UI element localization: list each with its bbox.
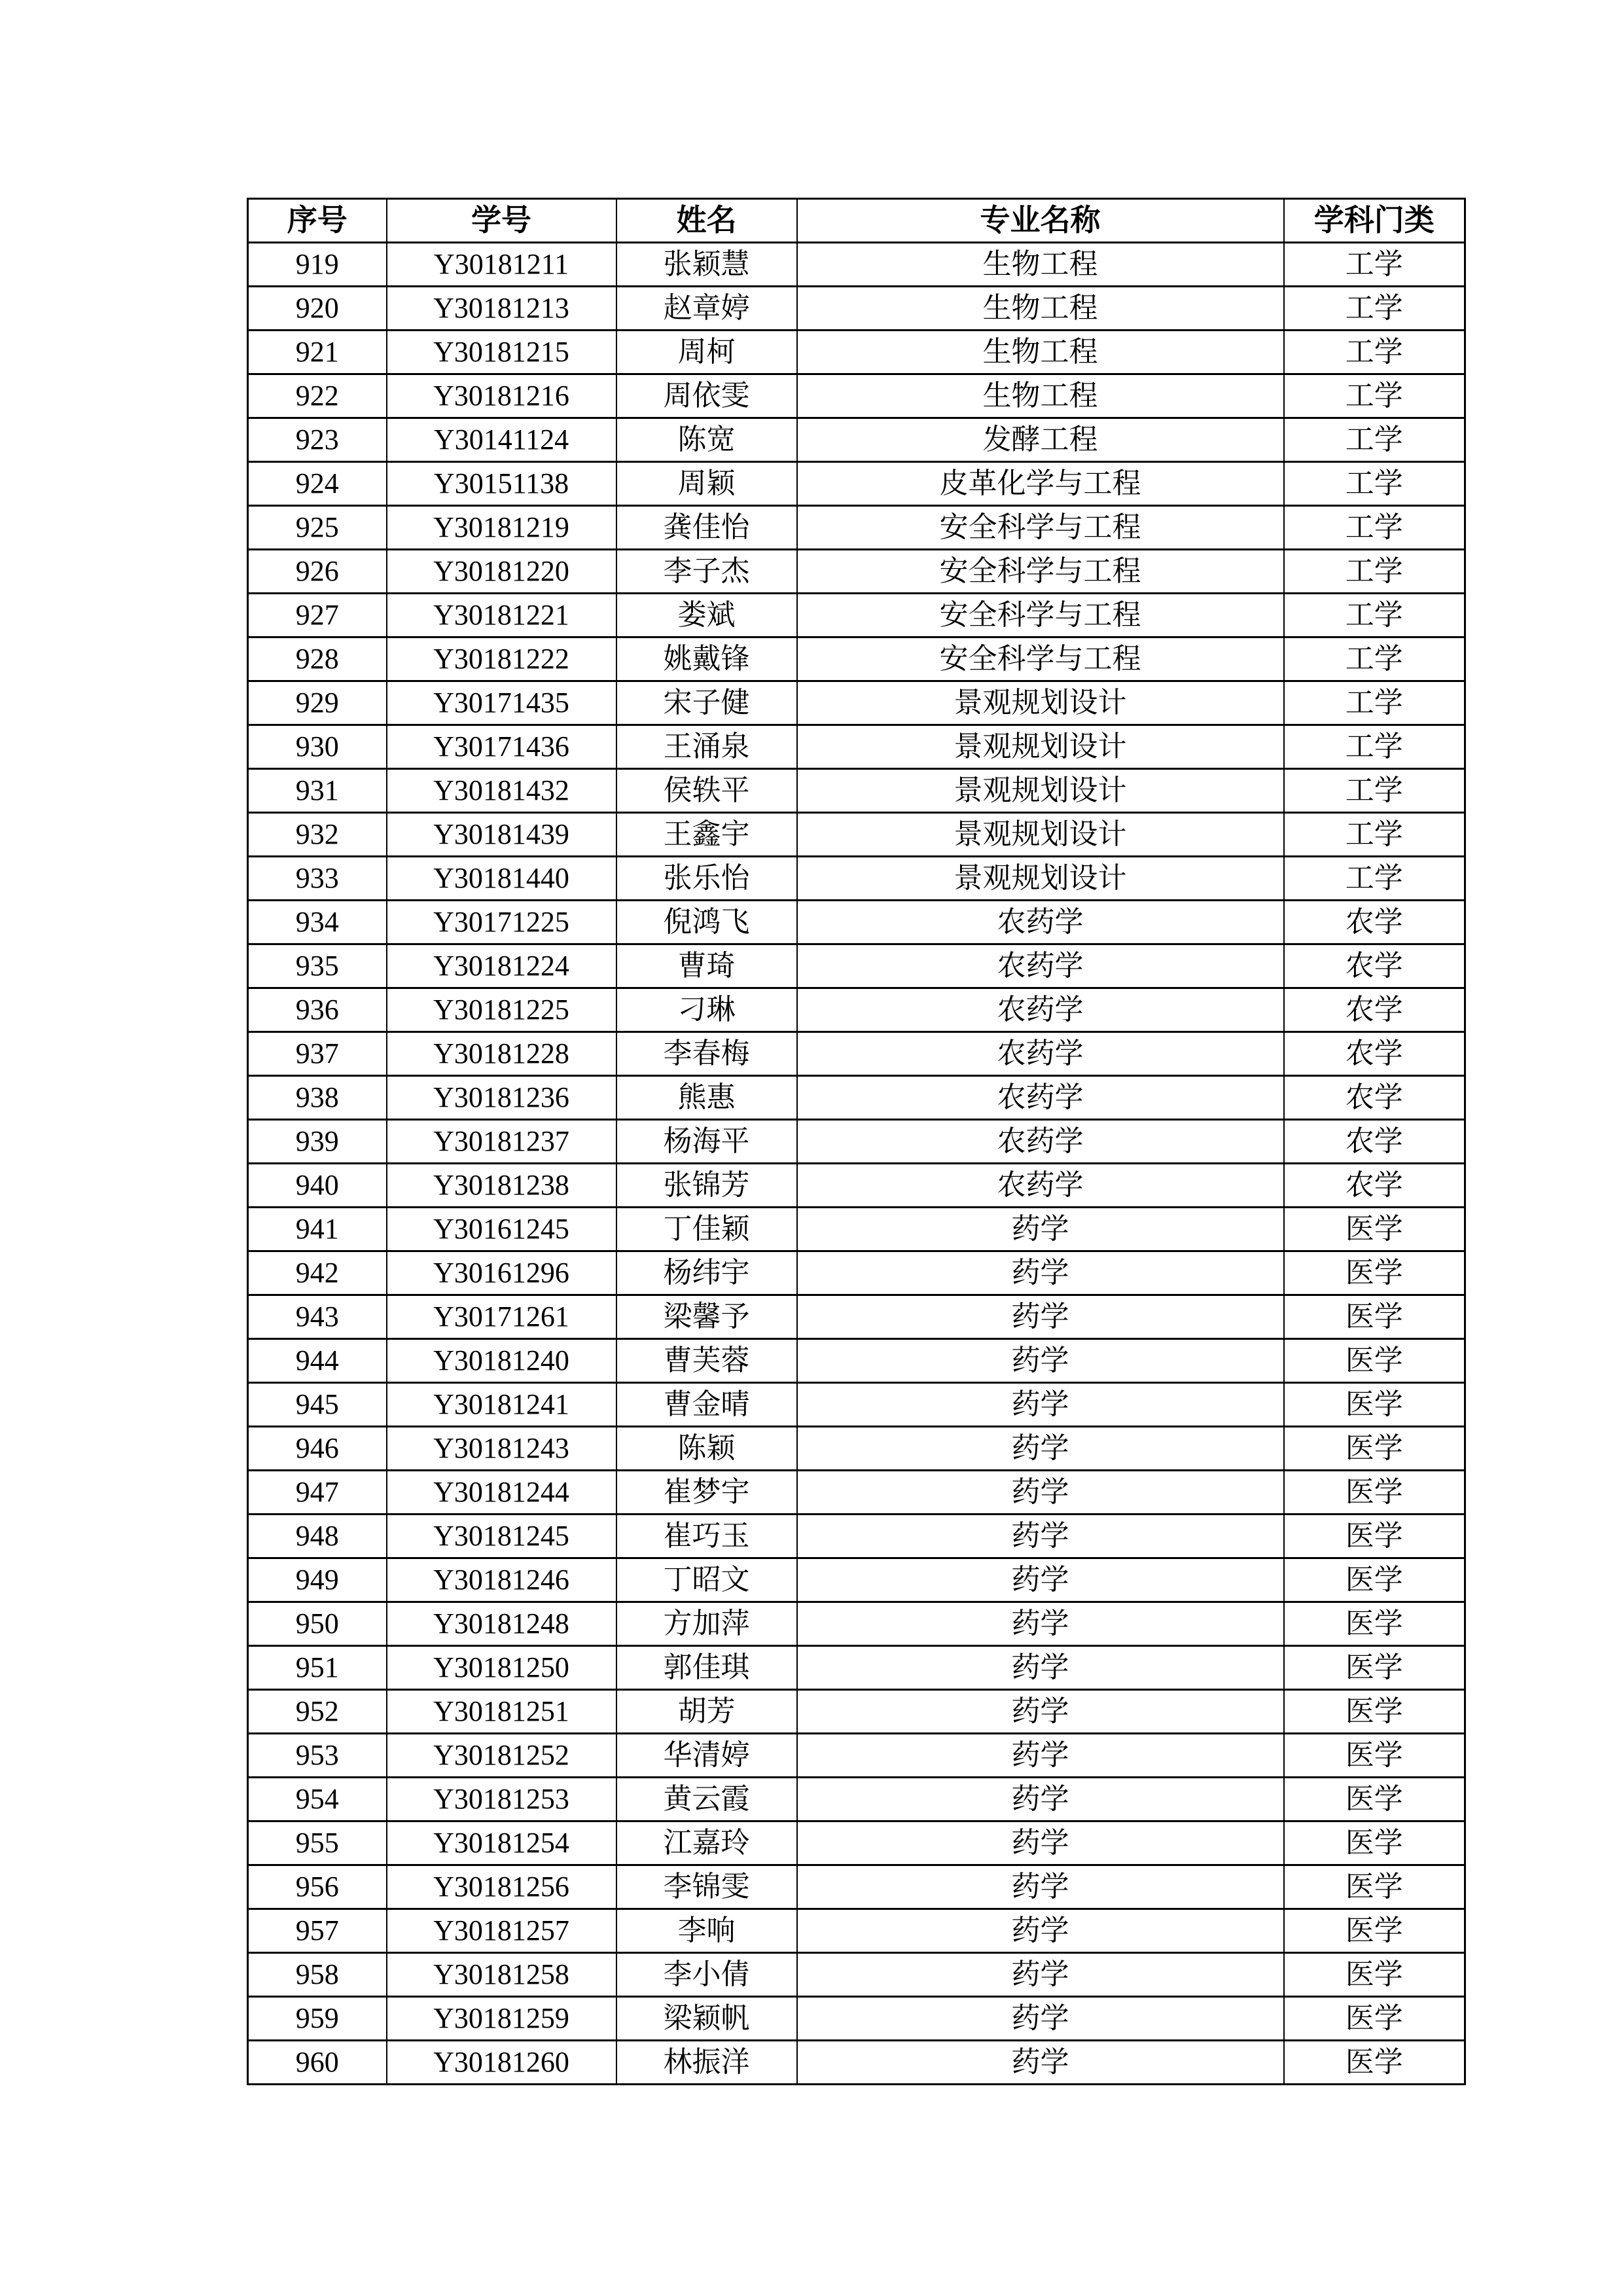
cell-index: 946	[248, 1427, 387, 1471]
cell-index: 950	[248, 1602, 387, 1646]
cell-name: 王涌泉	[616, 725, 797, 769]
cell-name: 林振洋	[616, 2041, 797, 2085]
cell-student-id: Y30181228	[387, 1032, 616, 1076]
table-row	[248, 637, 1465, 681]
cell-major: 药学	[797, 1558, 1284, 1602]
cell-index: 957	[248, 1909, 387, 1953]
cell-major: 景观规划设计	[797, 681, 1284, 725]
cell-index: 924	[248, 462, 387, 506]
cell-index: 935	[248, 944, 387, 988]
cell-name: 赵章婷	[616, 287, 797, 331]
cell-student-id: Y30181211	[387, 243, 616, 287]
cell-major: 安全科学与工程	[797, 594, 1284, 637]
cell-category: 医学	[1284, 1778, 1465, 1821]
cell-student-id: Y30171436	[387, 725, 616, 769]
cell-name: 周颖	[616, 462, 797, 506]
cell-category: 医学	[1284, 1865, 1465, 1909]
cell-name: 崔巧玉	[616, 1515, 797, 1558]
cell-name: 李春梅	[616, 1032, 797, 1076]
table-row	[248, 681, 1465, 725]
cell-category: 工学	[1284, 287, 1465, 331]
table-row	[248, 506, 1465, 550]
cell-student-id: Y30161296	[387, 1251, 616, 1295]
cell-index: 921	[248, 331, 387, 374]
cell-index: 959	[248, 1997, 387, 2041]
table-body	[248, 243, 1465, 2085]
cell-index: 955	[248, 1821, 387, 1865]
cell-student-id: Y30181221	[387, 594, 616, 637]
cell-student-id: Y30181260	[387, 2041, 616, 2085]
cell-major: 药学	[797, 1690, 1284, 1734]
table-row	[248, 1515, 1465, 1558]
table-header	[248, 199, 1465, 243]
cell-category: 医学	[1284, 2041, 1465, 2085]
cell-index: 945	[248, 1383, 387, 1427]
cell-category: 医学	[1284, 1909, 1465, 1953]
cell-name: 丁佳颖	[616, 1208, 797, 1251]
cell-category: 农学	[1284, 1120, 1465, 1164]
cell-student-id: Y30181213	[387, 287, 616, 331]
cell-major: 生物工程	[797, 243, 1284, 287]
table-row	[248, 1646, 1465, 1690]
cell-student-id: Y30181215	[387, 331, 616, 374]
cell-major: 药学	[797, 1909, 1284, 1953]
cell-major: 生物工程	[797, 374, 1284, 418]
cell-index: 938	[248, 1076, 387, 1120]
cell-category: 医学	[1284, 1690, 1465, 1734]
cell-major: 药学	[797, 1646, 1284, 1690]
cell-category: 农学	[1284, 1076, 1465, 1120]
cell-index: 928	[248, 637, 387, 681]
cell-index: 948	[248, 1515, 387, 1558]
table-row	[248, 550, 1465, 594]
cell-name: 郭佳琪	[616, 1646, 797, 1690]
cell-name: 娄斌	[616, 594, 797, 637]
cell-major: 药学	[797, 1295, 1284, 1339]
cell-major: 药学	[797, 1602, 1284, 1646]
cell-index: 934	[248, 901, 387, 944]
cell-major: 药学	[797, 1953, 1284, 1997]
table-row	[248, 1602, 1465, 1646]
cell-student-id: Y30181257	[387, 1909, 616, 1953]
cell-major: 药学	[797, 1339, 1284, 1383]
cell-index: 931	[248, 769, 387, 813]
cell-index: 940	[248, 1164, 387, 1208]
table-row	[248, 1558, 1465, 1602]
cell-student-id: Y30171435	[387, 681, 616, 725]
cell-name: 曹琦	[616, 944, 797, 988]
cell-index: 958	[248, 1953, 387, 1997]
cell-name: 刁琳	[616, 988, 797, 1032]
cell-category: 工学	[1284, 637, 1465, 681]
cell-major: 药学	[797, 1821, 1284, 1865]
cell-major: 景观规划设计	[797, 769, 1284, 813]
header-name: 姓名	[616, 199, 797, 243]
cell-index: 956	[248, 1865, 387, 1909]
cell-student-id: Y30171225	[387, 901, 616, 944]
cell-student-id: Y30181439	[387, 813, 616, 857]
cell-student-id: Y30181250	[387, 1646, 616, 1690]
table-row	[248, 1865, 1465, 1909]
cell-category: 工学	[1284, 857, 1465, 901]
cell-name: 李锦雯	[616, 1865, 797, 1909]
cell-name: 周依雯	[616, 374, 797, 418]
table-row	[248, 462, 1465, 506]
cell-name: 熊惠	[616, 1076, 797, 1120]
table-row	[248, 1953, 1465, 1997]
cell-student-id: Y30161245	[387, 1208, 616, 1251]
cell-major: 药学	[797, 1383, 1284, 1427]
header-major: 专业名称	[797, 199, 1284, 243]
cell-student-id: Y30181241	[387, 1383, 616, 1427]
cell-category: 农学	[1284, 944, 1465, 988]
cell-student-id: Y30181219	[387, 506, 616, 550]
cell-major: 药学	[797, 1734, 1284, 1778]
cell-major: 药学	[797, 1427, 1284, 1471]
cell-index: 925	[248, 506, 387, 550]
cell-category: 医学	[1284, 1821, 1465, 1865]
cell-name: 宋子健	[616, 681, 797, 725]
cell-name: 李子杰	[616, 550, 797, 594]
cell-category: 工学	[1284, 594, 1465, 637]
cell-major: 安全科学与工程	[797, 637, 1284, 681]
cell-index: 949	[248, 1558, 387, 1602]
cell-major: 农药学	[797, 1032, 1284, 1076]
cell-major: 药学	[797, 1865, 1284, 1909]
cell-category: 医学	[1284, 1734, 1465, 1778]
cell-name: 陈颖	[616, 1427, 797, 1471]
cell-major: 皮革化学与工程	[797, 462, 1284, 506]
cell-index: 926	[248, 550, 387, 594]
cell-student-id: Y30181254	[387, 1821, 616, 1865]
cell-major: 药学	[797, 1997, 1284, 2041]
cell-major: 景观规划设计	[797, 813, 1284, 857]
table-row	[248, 1821, 1465, 1865]
table-row	[248, 857, 1465, 901]
cell-student-id: Y30181253	[387, 1778, 616, 1821]
cell-index: 954	[248, 1778, 387, 1821]
cell-index: 942	[248, 1251, 387, 1295]
cell-category: 医学	[1284, 1208, 1465, 1251]
cell-name: 胡芳	[616, 1690, 797, 1734]
table-row	[248, 374, 1465, 418]
cell-name: 梁颖帆	[616, 1997, 797, 2041]
cell-student-id: Y30181248	[387, 1602, 616, 1646]
cell-name: 华清婷	[616, 1734, 797, 1778]
cell-index: 920	[248, 287, 387, 331]
cell-index: 953	[248, 1734, 387, 1778]
cell-major: 农药学	[797, 1164, 1284, 1208]
table-row	[248, 1208, 1465, 1251]
table-row	[248, 1339, 1465, 1383]
table-row	[248, 1120, 1465, 1164]
cell-category: 工学	[1284, 769, 1465, 813]
cell-name: 杨海平	[616, 1120, 797, 1164]
cell-major: 农药学	[797, 944, 1284, 988]
cell-major: 安全科学与工程	[797, 550, 1284, 594]
cell-index: 943	[248, 1295, 387, 1339]
cell-index: 939	[248, 1120, 387, 1164]
cell-index: 952	[248, 1690, 387, 1734]
cell-student-id: Y30181251	[387, 1690, 616, 1734]
table-row	[248, 1295, 1465, 1339]
cell-index: 929	[248, 681, 387, 725]
cell-major: 药学	[797, 1515, 1284, 1558]
cell-major: 生物工程	[797, 331, 1284, 374]
cell-category: 工学	[1284, 813, 1465, 857]
cell-category: 医学	[1284, 1383, 1465, 1427]
cell-student-id: Y30181246	[387, 1558, 616, 1602]
cell-category: 医学	[1284, 1295, 1465, 1339]
table-row	[248, 1690, 1465, 1734]
cell-major: 发酵工程	[797, 418, 1284, 462]
cell-category: 工学	[1284, 462, 1465, 506]
table-row	[248, 1383, 1465, 1427]
table-row	[248, 594, 1465, 637]
table-row	[248, 901, 1465, 944]
cell-student-id: Y30181256	[387, 1865, 616, 1909]
cell-index: 936	[248, 988, 387, 1032]
table-row	[248, 1997, 1465, 2041]
cell-name: 黄云霞	[616, 1778, 797, 1821]
cell-name: 李响	[616, 1909, 797, 1953]
table-row	[248, 988, 1465, 1032]
table-row	[248, 418, 1465, 462]
cell-category: 农学	[1284, 1032, 1465, 1076]
cell-category: 工学	[1284, 550, 1465, 594]
cell-major: 景观规划设计	[797, 725, 1284, 769]
cell-major: 安全科学与工程	[797, 506, 1284, 550]
cell-name: 江嘉玲	[616, 1821, 797, 1865]
cell-name: 倪鸿飞	[616, 901, 797, 944]
cell-student-id: Y30171261	[387, 1295, 616, 1339]
cell-major: 药学	[797, 1251, 1284, 1295]
cell-major: 药学	[797, 1778, 1284, 1821]
table-row	[248, 1164, 1465, 1208]
cell-student-id: Y30181236	[387, 1076, 616, 1120]
cell-name: 姚戴锋	[616, 637, 797, 681]
cell-name: 张锦芳	[616, 1164, 797, 1208]
table-row	[248, 769, 1465, 813]
cell-student-id: Y30141124	[387, 418, 616, 462]
cell-name: 曹金晴	[616, 1383, 797, 1427]
cell-index: 922	[248, 374, 387, 418]
cell-name: 张乐怡	[616, 857, 797, 901]
cell-student-id: Y30181259	[387, 1997, 616, 2041]
cell-major: 农药学	[797, 1120, 1284, 1164]
cell-student-id: Y30181237	[387, 1120, 616, 1164]
cell-major: 药学	[797, 2041, 1284, 2085]
cell-major: 生物工程	[797, 287, 1284, 331]
cell-student-id: Y30181432	[387, 769, 616, 813]
cell-category: 农学	[1284, 1164, 1465, 1208]
cell-category: 医学	[1284, 1427, 1465, 1471]
cell-name: 丁昭文	[616, 1558, 797, 1602]
cell-index: 923	[248, 418, 387, 462]
table-row	[248, 1032, 1465, 1076]
cell-name: 王鑫宇	[616, 813, 797, 857]
table-row	[248, 287, 1465, 331]
table-row	[248, 1778, 1465, 1821]
cell-name: 龚佳怡	[616, 506, 797, 550]
cell-name: 张颖慧	[616, 243, 797, 287]
header-student-id: 学号	[387, 199, 616, 243]
cell-student-id: Y30151138	[387, 462, 616, 506]
cell-index: 937	[248, 1032, 387, 1076]
cell-name: 李小倩	[616, 1953, 797, 1997]
cell-student-id: Y30181440	[387, 857, 616, 901]
cell-student-id: Y30181225	[387, 988, 616, 1032]
cell-student-id: Y30181244	[387, 1471, 616, 1515]
cell-student-id: Y30181220	[387, 550, 616, 594]
table-row	[248, 1471, 1465, 1515]
cell-category: 医学	[1284, 1953, 1465, 1997]
cell-category: 工学	[1284, 681, 1465, 725]
cell-student-id: Y30181243	[387, 1427, 616, 1471]
cell-index: 927	[248, 594, 387, 637]
cell-category: 医学	[1284, 1471, 1465, 1515]
cell-category: 医学	[1284, 1997, 1465, 2041]
cell-category: 医学	[1284, 1251, 1465, 1295]
cell-name: 梁馨予	[616, 1295, 797, 1339]
cell-index: 919	[248, 243, 387, 287]
cell-name: 方加萍	[616, 1602, 797, 1646]
cell-index: 951	[248, 1646, 387, 1690]
table-row	[248, 331, 1465, 374]
table-row	[248, 1734, 1465, 1778]
cell-student-id: Y30181245	[387, 1515, 616, 1558]
table-row	[248, 813, 1465, 857]
cell-category: 医学	[1284, 1558, 1465, 1602]
cell-category: 工学	[1284, 506, 1465, 550]
cell-name: 曹芙蓉	[616, 1339, 797, 1383]
header-category: 学科门类	[1284, 199, 1465, 243]
cell-category: 工学	[1284, 374, 1465, 418]
cell-category: 农学	[1284, 901, 1465, 944]
table-row	[248, 725, 1465, 769]
table-row	[248, 1076, 1465, 1120]
cell-category: 工学	[1284, 725, 1465, 769]
cell-major: 药学	[797, 1208, 1284, 1251]
table-header-row	[248, 199, 1465, 243]
cell-category: 农学	[1284, 988, 1465, 1032]
cell-name: 崔梦宇	[616, 1471, 797, 1515]
student-table	[247, 198, 1466, 2085]
cell-name: 侯轶平	[616, 769, 797, 813]
cell-index: 960	[248, 2041, 387, 2085]
cell-student-id: Y30181238	[387, 1164, 616, 1208]
cell-major: 农药学	[797, 1076, 1284, 1120]
cell-student-id: Y30181252	[387, 1734, 616, 1778]
cell-major: 药学	[797, 1471, 1284, 1515]
cell-category: 工学	[1284, 331, 1465, 374]
cell-name: 陈宽	[616, 418, 797, 462]
table-row	[248, 1251, 1465, 1295]
cell-category: 工学	[1284, 243, 1465, 287]
cell-index: 933	[248, 857, 387, 901]
cell-index: 932	[248, 813, 387, 857]
table-row	[248, 944, 1465, 988]
cell-major: 农药学	[797, 988, 1284, 1032]
cell-category: 医学	[1284, 1515, 1465, 1558]
cell-category: 医学	[1284, 1339, 1465, 1383]
cell-category: 医学	[1284, 1646, 1465, 1690]
table-row	[248, 1427, 1465, 1471]
cell-student-id: Y30181258	[387, 1953, 616, 1997]
table-row	[248, 2041, 1465, 2085]
cell-category: 医学	[1284, 1602, 1465, 1646]
cell-student-id: Y30181222	[387, 637, 616, 681]
cell-name: 周柯	[616, 331, 797, 374]
table-row	[248, 1909, 1465, 1953]
cell-student-id: Y30181224	[387, 944, 616, 988]
cell-major: 景观规划设计	[797, 857, 1284, 901]
cell-index: 944	[248, 1339, 387, 1383]
cell-student-id: Y30181216	[387, 374, 616, 418]
cell-index: 930	[248, 725, 387, 769]
cell-index: 941	[248, 1208, 387, 1251]
cell-student-id: Y30181240	[387, 1339, 616, 1383]
cell-index: 947	[248, 1471, 387, 1515]
table-row	[248, 243, 1465, 287]
cell-category: 工学	[1284, 418, 1465, 462]
header-index: 序号	[248, 199, 387, 243]
cell-major: 农药学	[797, 901, 1284, 944]
cell-name: 杨纬宇	[616, 1251, 797, 1295]
